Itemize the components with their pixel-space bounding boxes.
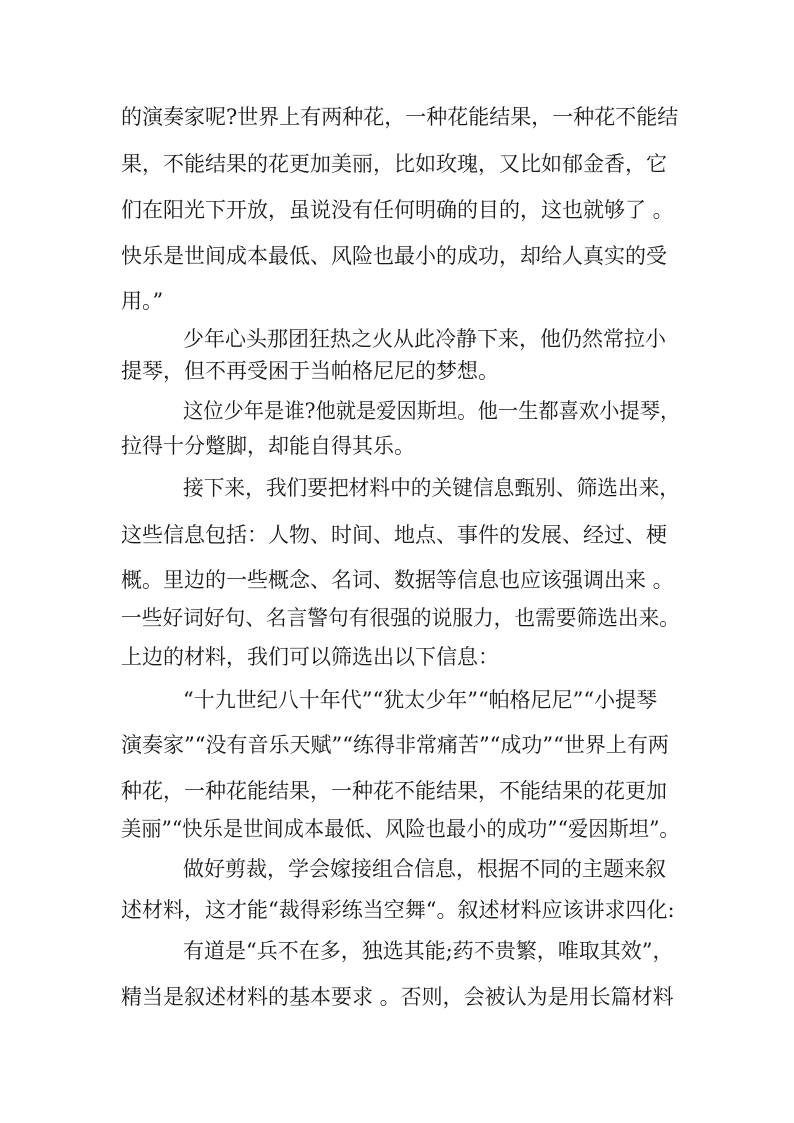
text-line: 拉得十分蹩脚，却能自得其乐。 [121,434,415,458]
text-line: 少年心头那团狂热之火从此冷静下来，他仍然常拉小 [183,327,666,351]
text-line: 果，不能结果的花更加美丽，比如玫瑰，又比如郁金香，它 [121,152,667,176]
text-line: 提琴，但不再受困于当帕格尼尼的梦想。 [121,359,499,383]
text-line: 概。里边的一些概念、名词、数据等信息也应该强调出来 。 [121,568,674,592]
text-line: 美丽”“快乐是世间成本最低、风险也最小的成功”“爱因斯坦”。 [121,817,680,841]
text-line: 这位少年是谁?他就是爱因斯坦。他一生都喜欢小提琴， [183,399,681,423]
text-line: 精当是叙述材料的基本要求 。否则，会被认为是用长篇材料 [121,985,674,1009]
text-line: 一些好词好句、名言警句有很强的说服力，也需要筛选出来。 [121,606,681,630]
text-line: 用。” [121,289,164,313]
text-line: “十九世纪八十年代”“犹太少年”“帕格尼尼”“小提琴 [183,688,658,712]
text-line: 快乐是世间成本最低、风险也最小的成功，却给人真实的受 [121,244,667,268]
text-line: 的演奏家呢?世界上有两种花，一种花能结果，一种花不能结 [121,105,679,129]
text-line: 上边的材料，我们可以筛选出以下信息： [121,645,499,669]
text-line: 们在阳光下开放，虽说没有任何明确的目的，这也就够了 。 [121,198,674,222]
text-line: 述材料，这才能“裁得彩练当空舞“。叙述材料应该讲求四化: [121,898,675,922]
text-line: 种花，一种花能结果，一种花不能结果，不能结果的花更加 [121,779,667,803]
text-line: 做好剪裁，学会嫁接组合信息，根据不同的主题来叙 [183,857,666,881]
text-line: 演奏家”“没有音乐天赋”“练得非常痛苦”“成功”“世界上有两 [121,733,669,757]
text-line: 有道是“兵不在多，独选其能;药不贵繁，唯取其效”， [183,939,674,963]
text-line: 接下来，我们要把材料中的关键信息甄别、筛选出来， [183,476,680,500]
text-line: 这些信息包括：人物、时间、地点、事件的发展、经过、梗 [121,523,667,547]
